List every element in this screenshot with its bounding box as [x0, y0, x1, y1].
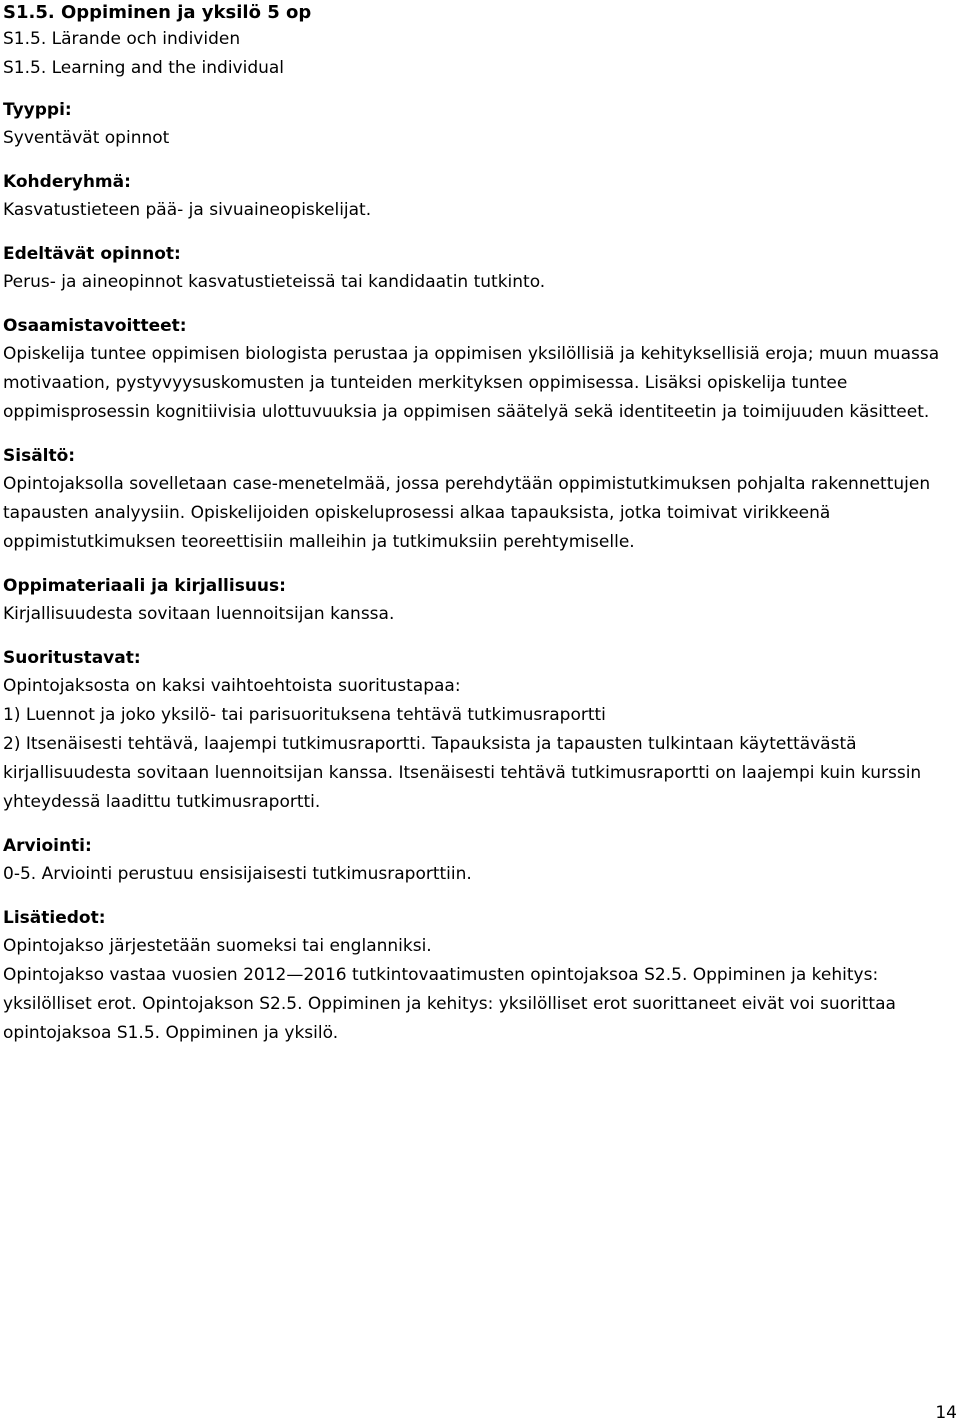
- course-title-swedish: S1.5. Lärande och individen: [3, 29, 241, 49]
- page-number: 14: [935, 1403, 957, 1423]
- section-text: Opintojaksosta on kaksi vaihtoehtoista suoritustapaa:: [3, 676, 461, 696]
- section-text: 2) Itsenäisesti tehtävä, laajempi tutkimusraportti. Tapauksista ja tapausten tulkintaan käytettävästä kirjallisuudesta sovitaan luennoitsijan kanssa. Itsenäisesti tehtävä tutkimusraportti on laajempi kuin kurssin yhteydessä laadittu tutkimusraportti.: [3, 734, 922, 812]
- section-heading: Arviointi:: [3, 836, 92, 856]
- section-text: 1) Luennot ja joko yksilö- tai parisuorituksena tehtävä tutkimusraportti: [3, 705, 606, 725]
- section-heading: Kohderyhmä:: [3, 172, 131, 192]
- course-title: S1.5. Oppiminen ja yksilö 5 op: [3, 2, 312, 23]
- section-prerequisites: [3, 240, 953, 297]
- section-text: Opintojaksolla sovelletaan case-menetelmää, jossa perehdytään oppimistutkimuksen pohjalta rakennettujen tapausten analyysiin. Opiskelijoiden opiskeluprosessi alkaa tapauksista, jotka toimivat virikkeenä oppimistutkimuksen teoreettisiin malleihin ja tutkimuksiin perehtymiselle.: [3, 474, 931, 552]
- section-assessment: [3, 832, 953, 889]
- section-heading: Suoritustavat:: [3, 648, 141, 668]
- section-heading: Sisältö:: [3, 446, 76, 466]
- section-text: Opintojakso järjestetään suomeksi tai englanniksi.: [3, 936, 432, 956]
- course-title-english: S1.5. Learning and the individual: [3, 58, 285, 78]
- section-text: Kasvatustieteen pää- ja sivuaineopiskelijat.: [3, 200, 372, 220]
- section-heading: Tyyppi:: [3, 100, 72, 120]
- section-completion: [3, 644, 953, 817]
- section-text: 0-5. Arviointi perustuu ensisijaisesti tutkimusraporttiin.: [3, 864, 472, 884]
- section-type: [3, 96, 953, 153]
- section-text: Opintojakso vastaa vuosien 2012—2016 tutkintovaatimusten opintojaksoa S2.5. Oppiminen ja kehitys: yksilölliset erot. Opintojakson S2.5. Oppiminen ja kehitys: yksilölliset erot suorittaneet eivät voi suorittaa opintojaksoa S1.5. Oppiminen ja yksilö.: [3, 965, 896, 1043]
- section-target-group: [3, 168, 953, 225]
- section-heading: Oppimateriaali ja kirjallisuus:: [3, 576, 286, 596]
- section-text: Perus- ja aineopinnot kasvatustieteissä tai kandidaatin tutkinto.: [3, 272, 546, 292]
- section-content: [3, 442, 953, 557]
- section-heading: Lisätiedot:: [3, 908, 106, 928]
- section-materials: [3, 572, 953, 629]
- section-heading: Osaamistavoitteet:: [3, 316, 187, 336]
- section-learning-outcomes: [3, 312, 953, 427]
- section-additional-info: [3, 904, 953, 1048]
- section-heading: Edeltävät opinnot:: [3, 244, 181, 264]
- section-text: Kirjallisuudesta sovitaan luennoitsijan kanssa.: [3, 604, 395, 624]
- section-text: Opiskelija tuntee oppimisen biologista perustaa ja oppimisen yksilöllisiä ja kehityksellisiä eroja; muun muassa motivaation, pystyvyysuskomusten ja tunteiden merkityksen oppimisessa. Lisäksi opiskelija tuntee oppimisprosessin kognitiivisia ulottuvuuksia ja oppimisen säätelyä sekä identiteetin ja toimijuuden käsitteet.: [3, 344, 940, 422]
- course-description-page: [3, 0, 953, 1048]
- section-text: Syventävät opinnot: [3, 128, 170, 148]
